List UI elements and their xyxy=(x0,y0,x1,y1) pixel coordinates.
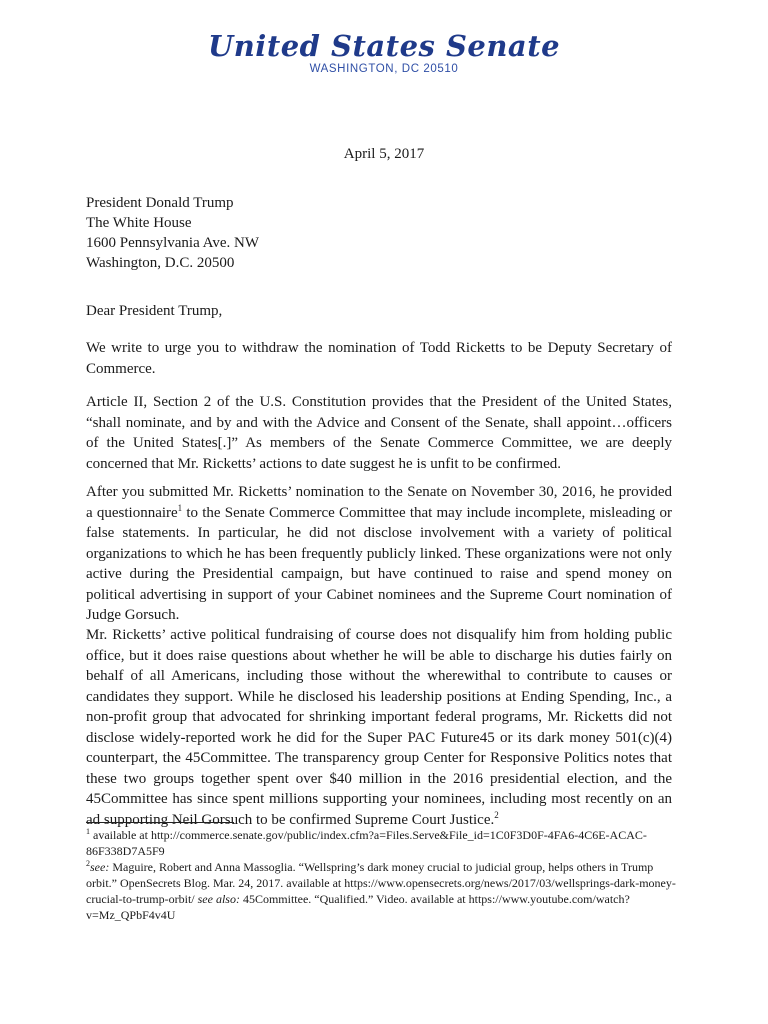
footnote-ref-1: 1 xyxy=(177,502,183,513)
letter-date: April 5, 2017 xyxy=(343,146,425,162)
paragraph-1 xyxy=(86,338,672,379)
paragraph-3 xyxy=(86,482,672,626)
paragraph-2 xyxy=(86,392,672,474)
paragraph-text-part: to the Senate Commerce Committee that may include incomplete, misleading or false statements. In particular, he did not disclose involvement with a variety of political organizations to which he has been frequently publicly linked. These organizations were not only active during the Presidential campaign, but have continued to raise and spend money on political advertising in support of your Cabinet nominees and the Supreme Court nomination of Judge Gorsuch. xyxy=(86,504,672,623)
footnote-mark: 1 xyxy=(86,827,90,836)
footnote-2 xyxy=(86,859,686,923)
recipient-address xyxy=(86,193,259,273)
footnote-mark: 2 xyxy=(86,859,90,868)
paragraph-text-part: After you submitted Mr. Ricketts’ nomination to the Senate on November 30, 2016, he provided a questionnaire xyxy=(86,484,672,521)
paragraph-text xyxy=(86,482,672,626)
recipient-line: 1600 Pennsylvania Ave. NW xyxy=(86,235,260,251)
paragraph-text: We write to urge you to withdraw the nomination of Todd Ricketts to be Deputy Secretary of Commerce. xyxy=(86,340,672,377)
recipient-line: Washington, D.C. 20500 xyxy=(86,255,235,271)
paragraph-text-part: Mr. Ricketts’ active political fundraising of course does not disqualify him from holding public office, but it does raise questions about whether he will be able to discharge his duties fairly on behalf of all Americans, including those without the wherewithal to contribute to causes or candidates they support. While he disclosed his leadership positions at Ending Spending, Inc., a non-profit group that advocated for shrinking important federal programs, Mr. Ricketts did not disclose widely-reported work he did for the Super PAC Future45 or its dark money 501(c)(4) counterpart, the 45Committee. The transparency group Center for Responsive Politics notes that these two groups together spent over $40 million in the 2016 presidential election, and the 45Committee has since spent millions supporting your nominees, including most recently on an ad supporting Neil Gorsuch to be confirmed Supreme Court Justice. xyxy=(86,627,672,828)
footnote-see: see: xyxy=(90,860,110,874)
recipient-line: The White House xyxy=(86,215,192,231)
footnote-1 xyxy=(86,827,686,859)
senate-address: WASHINGTON, DC 20510 xyxy=(309,63,459,75)
letterhead xyxy=(0,30,768,75)
footnote-see-also: see also: xyxy=(197,892,240,906)
paragraph-4 xyxy=(86,625,672,830)
footnote-text: Maguire, Robert and Anna Massoglia. “Wellspring’s dark money crucial to judicial group, helps others in Trump orbit.” OpenSecrets Blog. Mar. 24, 2017. available at https://www.opensecrets.org/news/2017/03/wellsprings-dark-money-crucial-to-trump-orbit/ xyxy=(86,860,676,906)
footnotes xyxy=(86,827,686,923)
footnote-text: 45Committee. “Qualified.” Video. available at https://www.youtube.com/watch?v=Mz_QPbF4v4U xyxy=(86,892,630,922)
footnote-text: available at http://commerce.senate.gov/public/index.cfm?a=Files.Serve&File_id=1C0F3D0F-4FA6-4C6E-ACAC-86F338D7A5F9 xyxy=(86,828,647,858)
footnote-divider xyxy=(86,822,234,823)
salutation: Dear President Trump, xyxy=(86,303,223,319)
recipient-line: President Donald Trump xyxy=(86,195,234,211)
footnote-ref-2: 2 xyxy=(494,809,499,820)
paragraph-text: Article II, Section 2 of the U.S. Constitution provides that the President of the United States, “shall nominate, and by and with the Advice and Consent of the Senate, shall appoint…officers of the United States[.]” As members of the Senate Commerce Committee, we are deeply concerned that Mr. Ricketts’ actions to date suggest he is unfit to be confirmed. xyxy=(86,394,672,472)
paragraph-text xyxy=(86,625,672,830)
senate-title: United States Senate xyxy=(207,29,561,63)
